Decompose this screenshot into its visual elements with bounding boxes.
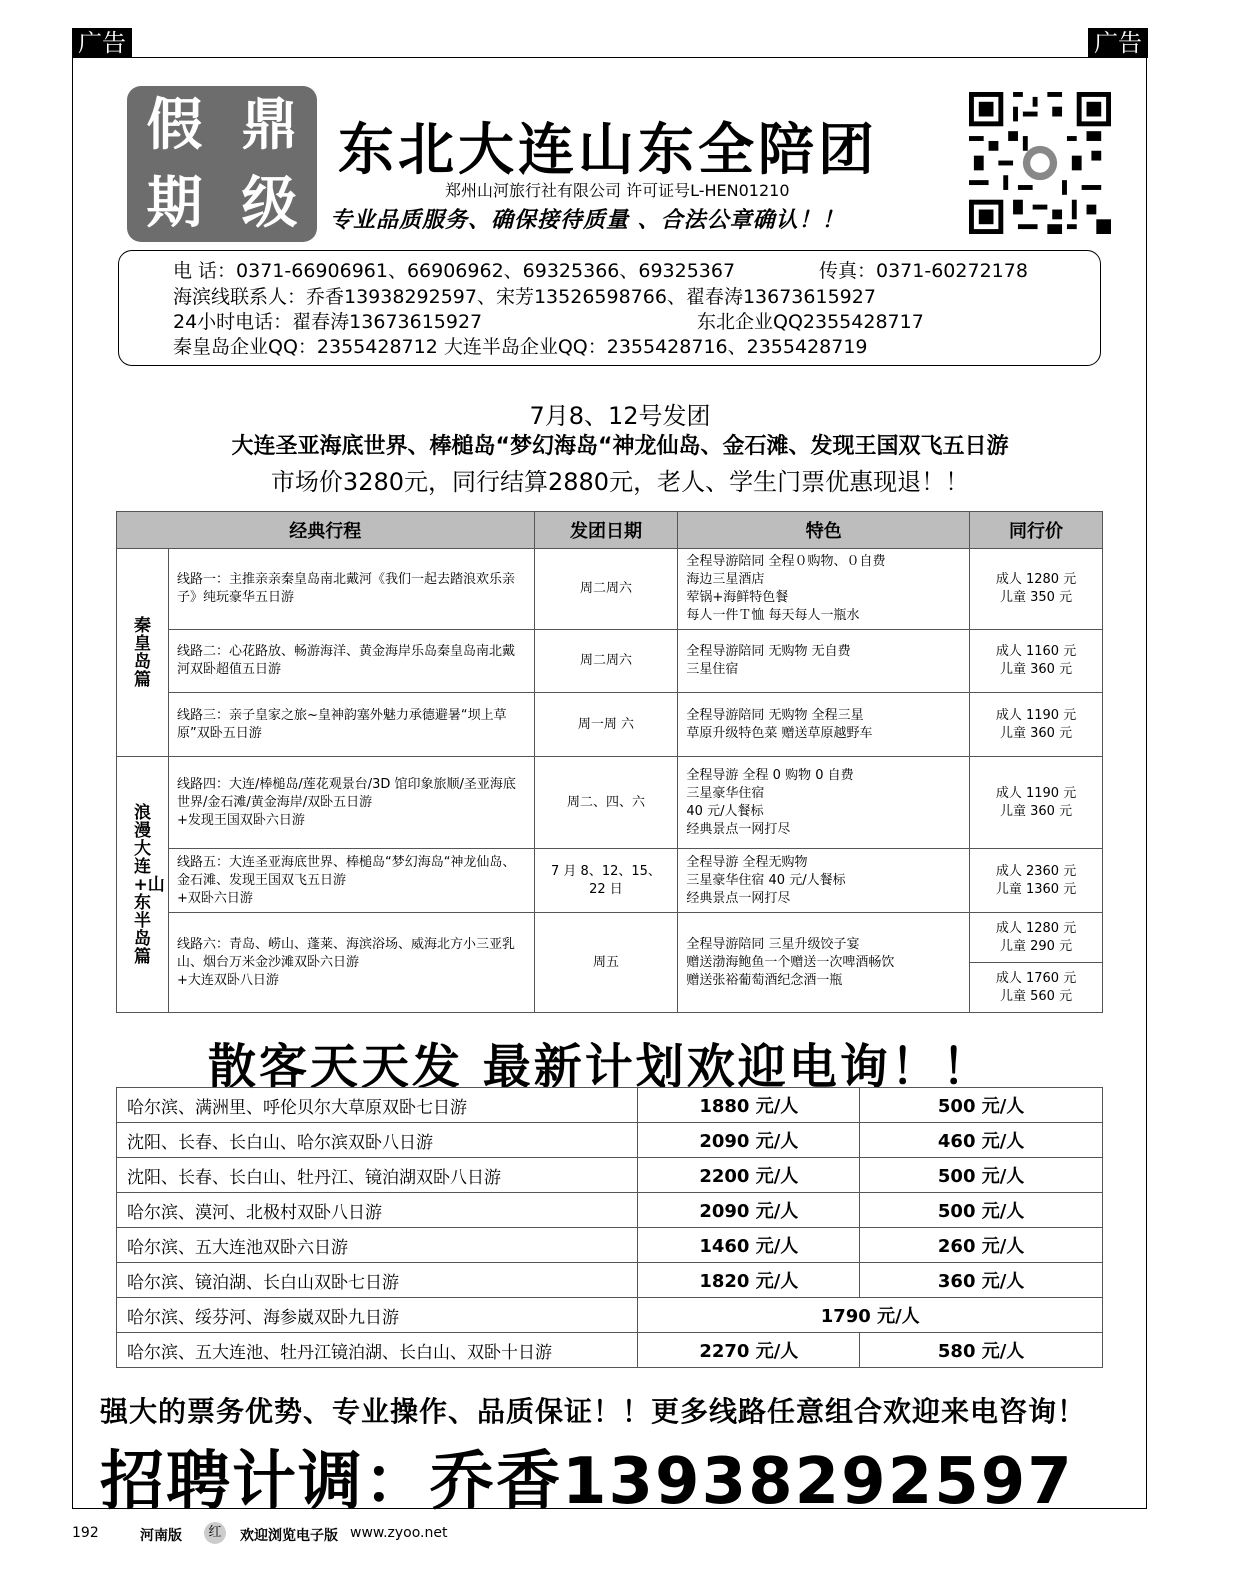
price-2: 成人 1160 元 儿童 360 元	[970, 630, 1103, 693]
edition: 河南版	[140, 1528, 182, 1544]
price-row	[117, 1193, 1103, 1228]
price-adult: 2090 元/人	[638, 1193, 860, 1228]
qq-line: 秦皇岛企业QQ：2355428712 大连半岛企业QQ：2355428716、2355428719	[173, 336, 868, 358]
footer-slogan: 强大的票务优势、专业操作、品质保证！！更多线路任意组合欢迎来电咨询！	[100, 1395, 1087, 1428]
price-3: 成人 1190 元 儿童 360 元	[970, 693, 1103, 757]
route-3: 线路三：亲子皇家之旅~皇神韵塞外魅力承德避暑“坝上草原”双卧五日游	[168, 693, 534, 757]
brand-logo	[127, 86, 317, 242]
recruit-line: 招聘计调：乔香13938292597	[100, 1445, 1074, 1519]
feature-5: 全程导游 全程无购物 三星豪华住宿 40 元/人餐标 经典景点一网打尽	[678, 849, 970, 913]
feature-3: 全程导游陪同 无购物 全程三星 草原升级特色菜 赠送草原越野车	[678, 693, 970, 757]
price-route: 哈尔滨、镜泊湖、长白山双卧七日游	[117, 1263, 638, 1298]
ad-title: 东北大连山东全陪团	[338, 118, 878, 183]
section-qinhuangdao: 秦皇岛篇	[133, 615, 151, 690]
price-6a: 成人 1280 元 儿童 290 元	[970, 913, 1103, 963]
price-child: 360 元/人	[860, 1263, 1103, 1298]
price-adult: 2270 元/人	[638, 1333, 860, 1368]
logo-char: 期	[146, 170, 203, 236]
date-2: 周二周六	[534, 630, 678, 693]
price-single: 1790 元/人	[638, 1298, 1103, 1333]
logo-char: 假	[146, 92, 203, 158]
feature-6: 全程导游陪同 三星升级饺子宴 赠送渤海鲍鱼一个赠送一次啤酒畅饮 赠送张裕葡萄酒纪念酒一瓶	[678, 913, 970, 1013]
company-name: 郑州山河旅行社有限公司 许可证号L-HEN01210	[445, 181, 790, 200]
feature-4: 全程导游 全程 0 购物 0 自费 三星豪华住宿 40 元/人餐标 经典景点一网打尽	[678, 757, 970, 849]
price-1: 成人 1280 元 儿童 350 元	[970, 549, 1103, 630]
welcome-text: 欢迎浏览电子版	[240, 1528, 338, 1544]
hotline: 24小时电话：翟春涛13673615927	[173, 311, 483, 333]
price-adult: 1820 元/人	[638, 1263, 860, 1298]
daily-departure-banner: 散客天天发 最新计划欢迎电询！！	[208, 1039, 993, 1095]
date-1: 周二周六	[534, 549, 678, 630]
price-list-table	[116, 1087, 1103, 1368]
date-5: 7 月 8、12、15、 22 日	[534, 849, 678, 913]
price-child: 500 元/人	[860, 1088, 1103, 1123]
page-number: 192	[72, 1525, 99, 1541]
header-feature: 特色	[678, 512, 970, 549]
fax-line: 传真：0371-60272178	[819, 260, 1028, 282]
date-6: 周五	[534, 913, 678, 1013]
route-1: 线路一：主推亲亲秦皇岛南北戴河《我们一起去踏浪欢乐亲子》纯玩豪华五日游	[168, 549, 534, 630]
section-dalian-shandong: 浪漫大连+山东半岛篇	[133, 802, 165, 967]
slogan: 专业品质服务、确保接待质量 、合法公章确认！！	[330, 208, 845, 233]
price-adult: 1880 元/人	[638, 1088, 860, 1123]
route-2: 线路二：心花路放、畅游海洋、黄金海岸乐岛秦皇岛南北戴河双卧超值五日游	[168, 630, 534, 693]
price-row	[117, 1333, 1103, 1368]
feature-2: 全程导游陪同 无购物 无自费 三星住宿	[678, 630, 970, 693]
price-6b: 成人 1760 元 儿童 560 元	[970, 963, 1103, 1013]
header-route: 经典行程	[117, 512, 535, 549]
date-3: 周一周 六	[534, 693, 678, 757]
northeast-qq: 东北企业QQ2355428717	[697, 311, 924, 333]
contact-box	[118, 250, 1101, 366]
price-row	[117, 1158, 1103, 1193]
logo-char: 鼎	[241, 92, 298, 158]
price-row	[117, 1263, 1103, 1298]
price-route: 哈尔滨、五大连池、牡丹江镜泊湖、长白山、双卧十日游	[117, 1333, 638, 1368]
route-6: 线路六：青岛、崂山、蓬莱、海滨浴场、威海北方小三亚乳山、烟台万米金沙滩双卧六日游 +大连双卧八日游	[168, 913, 534, 1013]
date-4: 周二、四、六	[534, 757, 678, 849]
promo-date: 7月8、12号发团	[529, 402, 711, 430]
price-route: 沈阳、长春、长白山、牡丹江、镜泊湖双卧八日游	[117, 1158, 638, 1193]
promo-headline: 大连圣亚海底世界、棒槌岛“梦幻海岛“神龙仙岛、金石滩、发现王国双飞五日游	[231, 434, 1009, 459]
logo-char: 级	[241, 170, 298, 236]
price-child: 500 元/人	[860, 1193, 1103, 1228]
price-child: 460 元/人	[860, 1123, 1103, 1158]
price-child: 500 元/人	[860, 1158, 1103, 1193]
ad-tag-left: 广告	[72, 28, 132, 58]
price-row	[117, 1298, 1103, 1333]
site-url[interactable]: www.zyoo.net	[350, 1525, 448, 1541]
ad-tag-right: 广告	[1088, 28, 1148, 58]
edition-badge-icon: 红	[204, 1522, 226, 1544]
price-adult: 1460 元/人	[638, 1228, 860, 1263]
price-row	[117, 1088, 1103, 1123]
price-route: 哈尔滨、漠河、北极村双卧八日游	[117, 1193, 638, 1228]
price-adult: 2200 元/人	[638, 1158, 860, 1193]
price-row	[117, 1123, 1103, 1158]
route-4: 线路四：大连/棒槌岛/莲花观景台/3D 馆印象旅顺/圣亚海底世界/金石滩/黄金海岸/双卧五日游 +发现王国双卧六日游	[168, 757, 534, 849]
price-route: 哈尔滨、满洲里、呼伦贝尔大草原双卧七日游	[117, 1088, 638, 1123]
header-price: 同行价	[970, 512, 1103, 549]
price-adult: 2090 元/人	[638, 1123, 860, 1158]
itinerary-table	[116, 511, 1103, 1013]
price-5: 成人 2360 元 儿童 1360 元	[970, 849, 1103, 913]
header-date: 发团日期	[534, 512, 678, 549]
price-route: 哈尔滨、五大连池双卧六日游	[117, 1228, 638, 1263]
price-child: 260 元/人	[860, 1228, 1103, 1263]
route-5: 线路五：大连圣亚海底世界、棒槌岛“梦幻海岛“神龙仙岛、金石滩、发现王国双飞五日游 +双卧六日游	[168, 849, 534, 913]
price-child: 580 元/人	[860, 1333, 1103, 1368]
seaside-contacts: 海滨线联系人：乔香13938292597、宋芳13526598766、翟春涛13673615927	[173, 286, 876, 308]
price-row	[117, 1228, 1103, 1263]
phone-line: 电 话：0371-66906961、66906962、69325366、69325367	[173, 260, 736, 282]
price-route: 哈尔滨、绥芬河、海参崴双卧九日游	[117, 1298, 638, 1333]
price-4: 成人 1190 元 儿童 360 元	[970, 757, 1103, 849]
promo-price: 市场价3280元，同行结算2880元，老人、学生门票优惠现退！！	[270, 468, 970, 496]
feature-1: 全程导游陪同 全程０购物、０自费 海边三星酒店 荤锅+海鲜特色餐 每人一件Ｔ恤 每天每人一瓶水	[678, 549, 970, 630]
qr-code-icon	[967, 92, 1113, 234]
price-route: 沈阳、长春、长白山、哈尔滨双卧八日游	[117, 1123, 638, 1158]
